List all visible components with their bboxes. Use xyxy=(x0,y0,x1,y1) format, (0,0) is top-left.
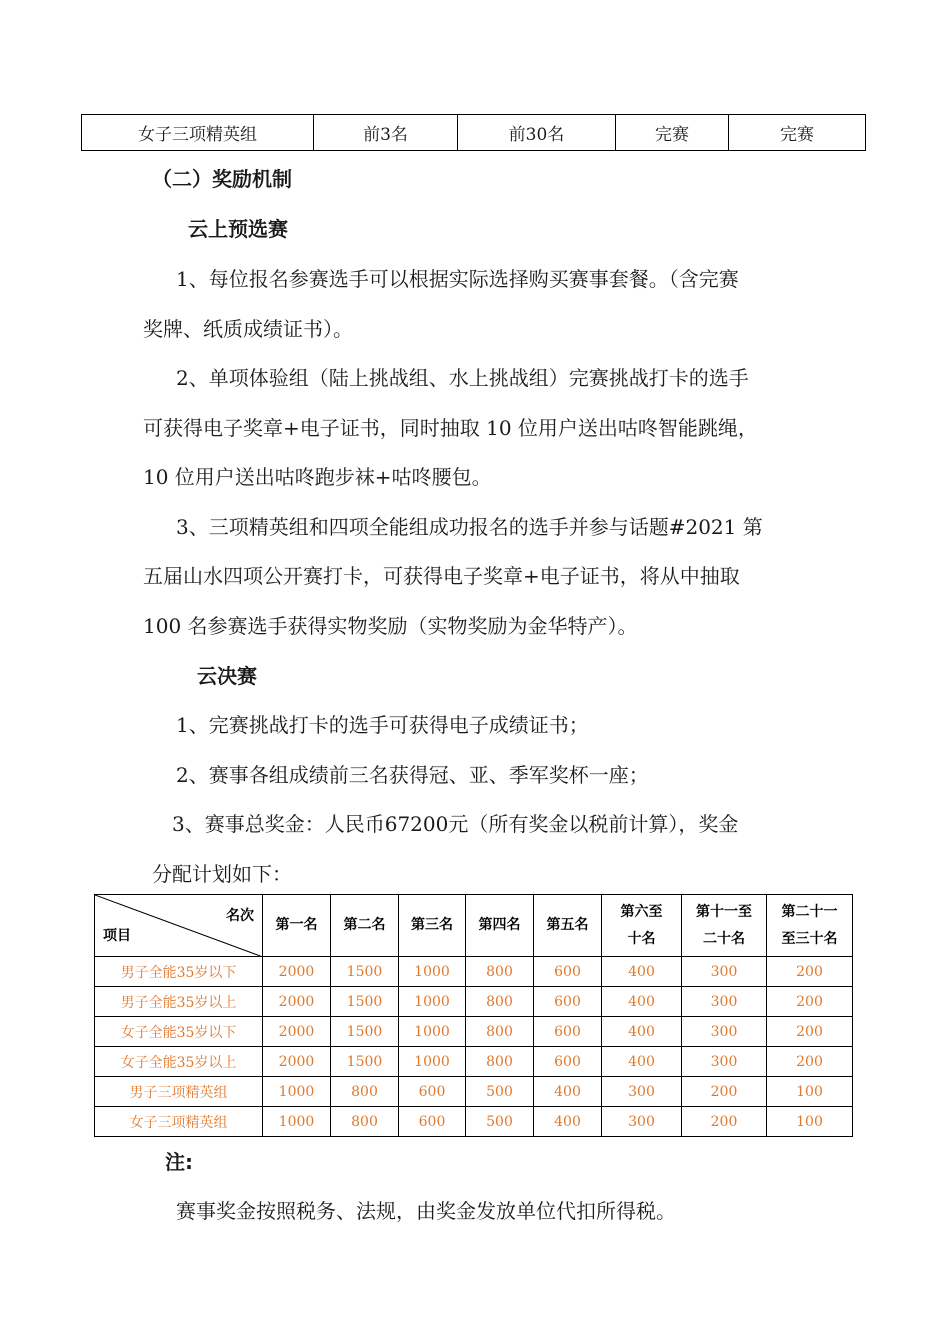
prize-amount-cell: 400 xyxy=(534,1077,602,1107)
header-rank-11-20: 第十一至 二十名 xyxy=(682,895,767,957)
table-row xyxy=(95,1047,853,1077)
prize-amount-cell: 100 xyxy=(767,1107,853,1137)
prize-amount-cell: 800 xyxy=(466,957,534,987)
header-rank-1: 第一名 xyxy=(263,895,331,957)
table-row xyxy=(95,1017,853,1047)
final-p3-line2: 分配计划如下： xyxy=(152,862,292,886)
prize-amount-cell: 800 xyxy=(331,1107,399,1137)
table-row xyxy=(95,1077,853,1107)
prize-amount-cell: 300 xyxy=(682,1047,767,1077)
category-cell: 女子三项精英组 xyxy=(95,1107,263,1137)
prize-amount-cell: 200 xyxy=(767,1047,853,1077)
prize-amount-cell: 100 xyxy=(767,1077,853,1107)
category-cell: 男子全能35岁以下 xyxy=(95,957,263,987)
group-ranking-table xyxy=(81,114,866,151)
prize-amount-cell: 2000 xyxy=(263,987,331,1017)
prize-amount-cell: 600 xyxy=(399,1107,466,1137)
prelim-p3-line2: 五届山水四项公开赛打卡，可获得电子奖章+电子证书，将从中抽取 xyxy=(143,564,740,588)
table-row xyxy=(95,1107,853,1137)
category-cell: 男子三项精英组 xyxy=(95,1077,263,1107)
prize-amount-cell: 400 xyxy=(602,1047,682,1077)
prize-amount-cell: 1000 xyxy=(399,957,466,987)
header-rank-5: 第五名 xyxy=(534,895,602,957)
category-cell: 女子全能35岁以上 xyxy=(95,1047,263,1077)
prize-amount-cell: 800 xyxy=(466,987,534,1017)
prelim-p1-line2: 奖牌、纸质成绩证书）。 xyxy=(143,317,353,341)
final-p2: 2、赛事各组成绩前三名获得冠、亚、季军奖杯一座； xyxy=(176,763,649,787)
prize-amount-cell: 1000 xyxy=(263,1107,331,1137)
prize-amount-cell: 800 xyxy=(466,1017,534,1047)
prize-amount-cell: 600 xyxy=(399,1077,466,1107)
prize-amount-cell: 400 xyxy=(534,1107,602,1137)
prize-amount-cell: 600 xyxy=(534,987,602,1017)
prize-amount-cell: 2000 xyxy=(263,1047,331,1077)
prize-amount-cell: 2000 xyxy=(263,957,331,987)
prize-amount-cell: 300 xyxy=(602,1077,682,1107)
prize-amount-cell: 600 xyxy=(534,1047,602,1077)
prelim-p2-line1: 2、单项体验组（陆上挑战组、水上挑战组）完赛挑战打卡的选手 xyxy=(176,366,749,390)
prize-amount-cell: 600 xyxy=(534,957,602,987)
prize-amount-cell: 500 xyxy=(466,1107,534,1137)
section-heading: （二）奖励机制 xyxy=(152,167,292,191)
prize-amount-cell: 1000 xyxy=(263,1077,331,1107)
prelim-p2-line3: 10 位用户送出咕咚跑步袜+咕咚腰包。 xyxy=(143,465,492,489)
prize-amount-cell: 300 xyxy=(602,1107,682,1137)
prize-amount-cell: 400 xyxy=(602,987,682,1017)
prize-amount-cell: 200 xyxy=(767,1017,853,1047)
prize-amount-cell: 800 xyxy=(466,1047,534,1077)
prize-amount-cell: 300 xyxy=(682,1017,767,1047)
prelim-p2-line2: 可获得电子奖章+电子证书，同时抽取 10 位用户送出咕咚智能跳绳， xyxy=(143,416,758,440)
prelim-p3-line3: 100 名参赛选手获得实物奖励（实物奖励为金华特产）。 xyxy=(143,614,638,638)
prize-distribution-table xyxy=(94,894,853,1137)
header-rank-6-10: 第六至 十名 xyxy=(602,895,682,957)
final-p1: 1、完赛挑战打卡的选手可获得电子成绩证书； xyxy=(176,713,589,737)
prize-amount-cell: 1000 xyxy=(399,1047,466,1077)
header-rank-21-30: 第二十一 至三十名 xyxy=(767,895,853,957)
table-cell: 前30名 xyxy=(458,115,616,151)
rank-label: 名次 xyxy=(226,908,254,924)
prize-table-body xyxy=(95,957,853,1137)
category-cell: 男子全能35岁以上 xyxy=(95,987,263,1017)
prize-amount-cell: 400 xyxy=(602,957,682,987)
table-cell: 前3名 xyxy=(314,115,458,151)
prelim-p3-line1: 3、三项精英组和四项全能组成功报名的选手并参与话题#2021 第 xyxy=(176,515,763,539)
cloud-final-title: 云决赛 xyxy=(197,664,257,688)
table-row xyxy=(82,115,866,151)
prize-amount-cell: 1500 xyxy=(331,987,399,1017)
prize-amount-cell: 600 xyxy=(534,1017,602,1047)
prize-amount-cell: 800 xyxy=(331,1077,399,1107)
table-row xyxy=(95,957,853,987)
prize-amount-cell: 400 xyxy=(602,1017,682,1047)
group-name-cell: 女子三项精英组 xyxy=(82,115,314,151)
prelim-p1-line1: 1、每位报名参赛选手可以根据实际选择购买赛事套餐。（含完赛 xyxy=(176,267,739,291)
table-cell: 完赛 xyxy=(616,115,729,151)
header-rank-2: 第二名 xyxy=(331,895,399,957)
prize-amount-cell: 1500 xyxy=(331,1047,399,1077)
prize-amount-cell: 200 xyxy=(767,987,853,1017)
table-header-row xyxy=(95,895,853,957)
table-row xyxy=(95,987,853,1017)
prize-amount-cell: 1500 xyxy=(331,1017,399,1047)
note-text: 赛事奖金按照税务、法规，由奖金发放单位代扣所得税。 xyxy=(176,1199,676,1223)
prize-amount-cell: 300 xyxy=(682,987,767,1017)
category-label: 项目 xyxy=(103,928,131,944)
note-label: 注: xyxy=(165,1150,193,1174)
header-rank-3: 第三名 xyxy=(399,895,466,957)
prize-amount-cell: 200 xyxy=(767,957,853,987)
prize-amount-cell: 200 xyxy=(682,1107,767,1137)
category-cell: 女子全能35岁以下 xyxy=(95,1017,263,1047)
prize-amount-cell: 1000 xyxy=(399,1017,466,1047)
prize-amount-cell: 1500 xyxy=(331,957,399,987)
corner-header-cell xyxy=(95,895,263,957)
prize-amount-cell: 500 xyxy=(466,1077,534,1107)
prize-amount-cell: 1000 xyxy=(399,987,466,1017)
prize-amount-cell: 2000 xyxy=(263,1017,331,1047)
prize-amount-cell: 300 xyxy=(682,957,767,987)
header-rank-4: 第四名 xyxy=(466,895,534,957)
table-cell: 完赛 xyxy=(729,115,866,151)
cloud-prelim-title: 云上预选赛 xyxy=(188,217,288,241)
final-p3-line1: 3、赛事总奖金：人民币67200元（所有奖金以税前计算），奖金 xyxy=(172,812,739,836)
prize-amount-cell: 200 xyxy=(682,1077,767,1107)
